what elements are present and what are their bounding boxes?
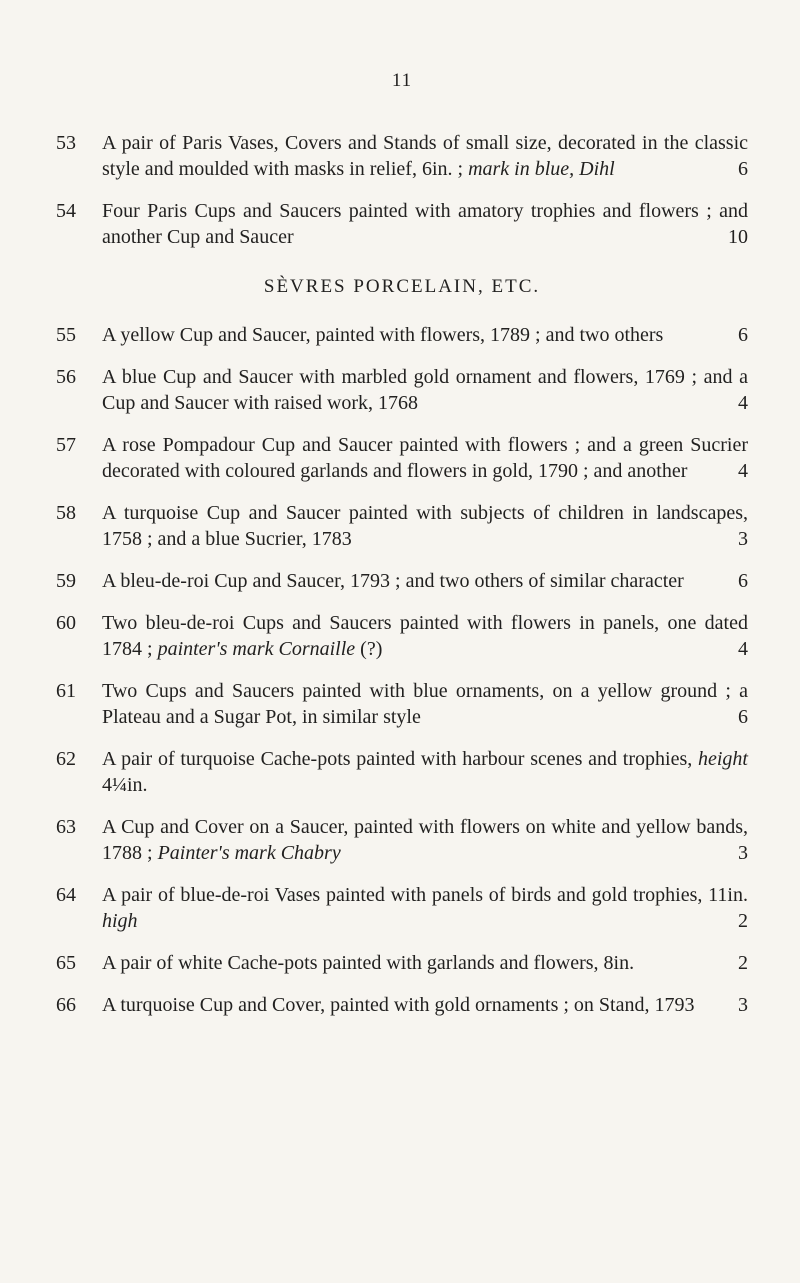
lot-description: [102, 950, 748, 976]
lot-number: 59: [56, 570, 76, 592]
lot-description-segment: A turquoise Cup and Cover, painted with gold ornaments ; on Stand, 1793: [102, 994, 695, 1016]
lot-description-italic-segment: mark in blue, Dihl: [468, 158, 615, 180]
lot-item: [56, 568, 748, 594]
lot-item: [56, 950, 748, 976]
lot-item: [56, 198, 748, 250]
lot-number: 54: [56, 200, 76, 222]
lot-number: 53: [56, 132, 76, 154]
lot-description-segment: A turquoise Cup and Saucer painted with subjects of children in landscapes, 1758 ; and a blue Sucrier, 1783: [102, 502, 748, 550]
lot-description-segment: A pair of turquoise Cache-pots painted with harbour scenes and trophies,: [102, 748, 698, 770]
lot-price: 2: [724, 950, 748, 976]
lot-number: 62: [56, 748, 76, 770]
lot-description-segment: A Cup and Cover on a Saucer, painted with flowers on white and yellow bands, 1788 ;: [102, 816, 748, 864]
lot-description: [102, 568, 748, 594]
lot-price: 6: [724, 704, 748, 730]
page-number: 11: [391, 70, 413, 91]
lot-description: [102, 364, 748, 416]
lot-description-segment: A bleu-de-roi Cup and Saucer, 1793 ; and two others of similar character: [102, 570, 684, 592]
lot-item: [56, 432, 748, 484]
lot-description-segment: (?): [355, 638, 383, 660]
lot-price: 6: [724, 568, 748, 594]
lot-description: [102, 814, 748, 866]
lot-price: 6: [724, 322, 748, 348]
lot-description-segment: Two Cups and Saucers painted with blue ornaments, on a yellow ground ; a Plateau and a Sugar Pot, in similar style: [102, 680, 748, 728]
lot-number: 56: [56, 366, 76, 388]
lot-number: 57: [56, 434, 76, 456]
lot-item: [56, 130, 748, 182]
lot-price: 10: [714, 224, 748, 250]
section-heading: SÈVRES PORCELAIN, ETC.: [263, 276, 541, 297]
lot-description-italic-segment: painter's mark Cornaille: [157, 638, 356, 660]
lot-description-segment: 4¼in.: [102, 774, 148, 796]
lot-description: [102, 882, 748, 934]
lot-list: [56, 130, 748, 1018]
lot-description-segment: A pair of blue-de-roi Vases painted with panels of birds and gold trophies, 11in.: [102, 884, 748, 906]
lot-description: [102, 610, 748, 662]
lot-description-italic-segment: high: [102, 910, 138, 932]
lot-description: [102, 198, 748, 250]
lot-description: [102, 992, 748, 1018]
lot-price: 3: [724, 992, 748, 1018]
lot-description: [102, 432, 748, 484]
lot-price: 4: [724, 636, 748, 662]
lot-number: 61: [56, 680, 76, 702]
lot-number: 65: [56, 952, 76, 974]
lot-description-segment: A yellow Cup and Saucer, painted with flowers, 1789 ; and two others: [102, 324, 664, 346]
lot-number: 55: [56, 324, 76, 346]
lot-item: [56, 610, 748, 662]
lot-item: [56, 322, 748, 348]
lot-price: 3: [724, 840, 748, 866]
lot-description-segment: Four Paris Cups and Saucers painted with amatory trophies and flowers ; and another Cup and Saucer: [102, 200, 748, 248]
lot-price: 2: [724, 908, 748, 934]
lot-item: [56, 746, 748, 798]
lot-item: [56, 500, 748, 552]
lot-price: 6: [724, 156, 748, 182]
lot-price: 3: [724, 526, 748, 552]
lot-item: [56, 882, 748, 934]
lot-item: [56, 678, 748, 730]
lot-description: [102, 746, 748, 798]
lot-number: 60: [56, 612, 76, 634]
lot-description-segment: A blue Cup and Saucer with marbled gold ornament and flowers, 1769 ; and a Cup and Saucer with raised work, 1768: [102, 366, 748, 414]
lot-description-segment: A pair of white Cache-pots painted with garlands and flowers, 8in.: [102, 952, 635, 974]
lot-item: [56, 814, 748, 866]
lot-description-italic-segment: height: [698, 748, 748, 770]
lot-number: 63: [56, 816, 76, 838]
lot-description: [102, 500, 748, 552]
lot-number: 58: [56, 502, 76, 524]
lot-description-segment: A rose Pompadour Cup and Saucer painted with flowers ; and a green Sucrier decorated with coloured garlands and flowers in gold, 1790 ; and another: [102, 434, 748, 482]
lot-item: [56, 364, 748, 416]
lot-description: [102, 678, 748, 730]
lot-number: 66: [56, 994, 76, 1016]
lot-description-italic-segment: Painter's mark Chabry: [157, 842, 341, 864]
lot-number: 64: [56, 884, 76, 906]
lot-description: [102, 322, 748, 348]
lot-description-segment: Two bleu-de-roi Cups and Saucers painted with flowers in panels, one dated 1784 ;: [102, 612, 748, 660]
lot-price: 4: [724, 458, 748, 484]
lot-description: [102, 130, 748, 182]
lot-description-segment: A pair of Paris Vases, Covers and Stands of small size, decorated in the classic style and moulded with masks in relief, 6in. ;: [102, 132, 748, 180]
lot-item: [56, 992, 748, 1018]
lot-price: 4: [724, 390, 748, 416]
